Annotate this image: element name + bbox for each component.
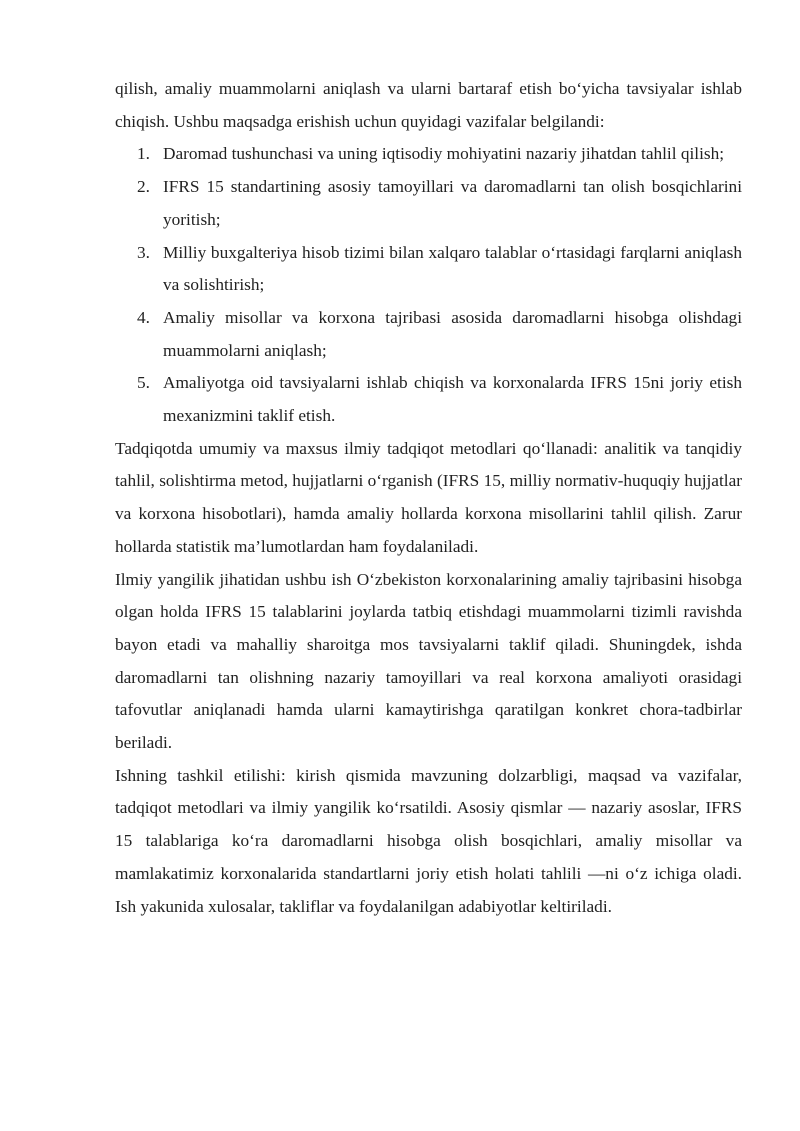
list-item-text: Amaliy misollar va korxona tajribasi asosida daromadlarni hisobga olishdagi muammolarni aniqlash;	[163, 307, 742, 360]
task-list	[115, 138, 742, 432]
document-body	[115, 73, 742, 923]
list-item-text: Amaliyotga oid tavsiyalarni ishlab chiqish va korxonalarda IFRS 15ni joriy etish mexanizmini taklif etish.	[163, 373, 742, 426]
list-item	[115, 367, 742, 432]
list-item-number: 5.	[137, 373, 150, 393]
structure-paragraph: Ishning tashkil etilishi: kirish qismida mavzuning dolzarbligi, maqsad va vazifalar, tadqiqot metodlari va ilmiy yangilik ko‘rsatildi. Asosiy qismlar — nazariy asoslar, IFRS 15 talablariga ko‘ra daromadlarni hisobga olish bosqichlari, amaliy misollar va mamlakatimiz korxonalarida standartlarni joriy etish holati tahlili —ni o‘z ichiga oladi. Ish yakunida xulosalar, takliflar va foydalanilgan adabiyotlar keltiriladi.	[115, 765, 742, 916]
list-item	[115, 237, 742, 302]
list-item-text: Daromad tushunchasi va uning iqtisodiy mohiyatini nazariy jihatdan tahlil qilish;	[163, 144, 725, 164]
list-item-text: IFRS 15 standartining asosiy tamoyillari va daromadlarni tan olish bosqichlarini yoritish;	[163, 177, 742, 229]
list-item	[115, 171, 742, 236]
list-item	[115, 302, 742, 367]
intro-paragraph: qilish, amaliy muammolarni aniqlash va ularni bartaraf etish bo‘yicha tavsiyalar ishlab chiqish. Ushbu maqsadga erishish uchun quyidagi vazifalar belgilandi:	[115, 79, 742, 131]
list-item-number: 3.	[137, 242, 150, 262]
novelty-paragraph: Ilmiy yangilik jihatidan ushbu ish O‘zbekiston korxonalarining amaliy tajribasini hisobga olgan holda IFRS 15 talablarini joylarda tatbiq etishdagi muammolarni tizimli ravishda bayon etadi va mahalliy sharoitga mos tavsiyalarni taklif qiladi. Shuningdek, ishda daromadlarni tan olishning nazariy tamoyillari va real korxona amaliyoti orasidagi tafovutlar aniqlanadi hamda ularni kamaytirishga qaratilgan konkret chora-tadbirlar beriladi.	[115, 569, 742, 753]
list-item-number: 4.	[137, 307, 150, 327]
list-item	[115, 138, 742, 171]
list-item-text: Milliy buxgalteriya hisob tizimi bilan xalqaro talablar o‘rtasidagi farqlarni aniqlash va solishtirish;	[163, 242, 742, 295]
methods-paragraph: Tadqiqotda umumiy va maxsus ilmiy tadqiqot metodlari qo‘llanadi: analitik va tanqidiy tahlil, solishtirma metod, hujjatlarni o‘rganish (IFRS 15, milliy normativ-huquqiy hujjatlar va korxona hisobotlari), hamda amaliy hollarda korxona misollarini tahlil qilish. Zarur hollarda statistik ma’lumotlardan ham foydalaniladi.	[115, 438, 742, 556]
list-item-number: 1.	[137, 144, 150, 164]
list-item-number: 2.	[137, 177, 150, 197]
